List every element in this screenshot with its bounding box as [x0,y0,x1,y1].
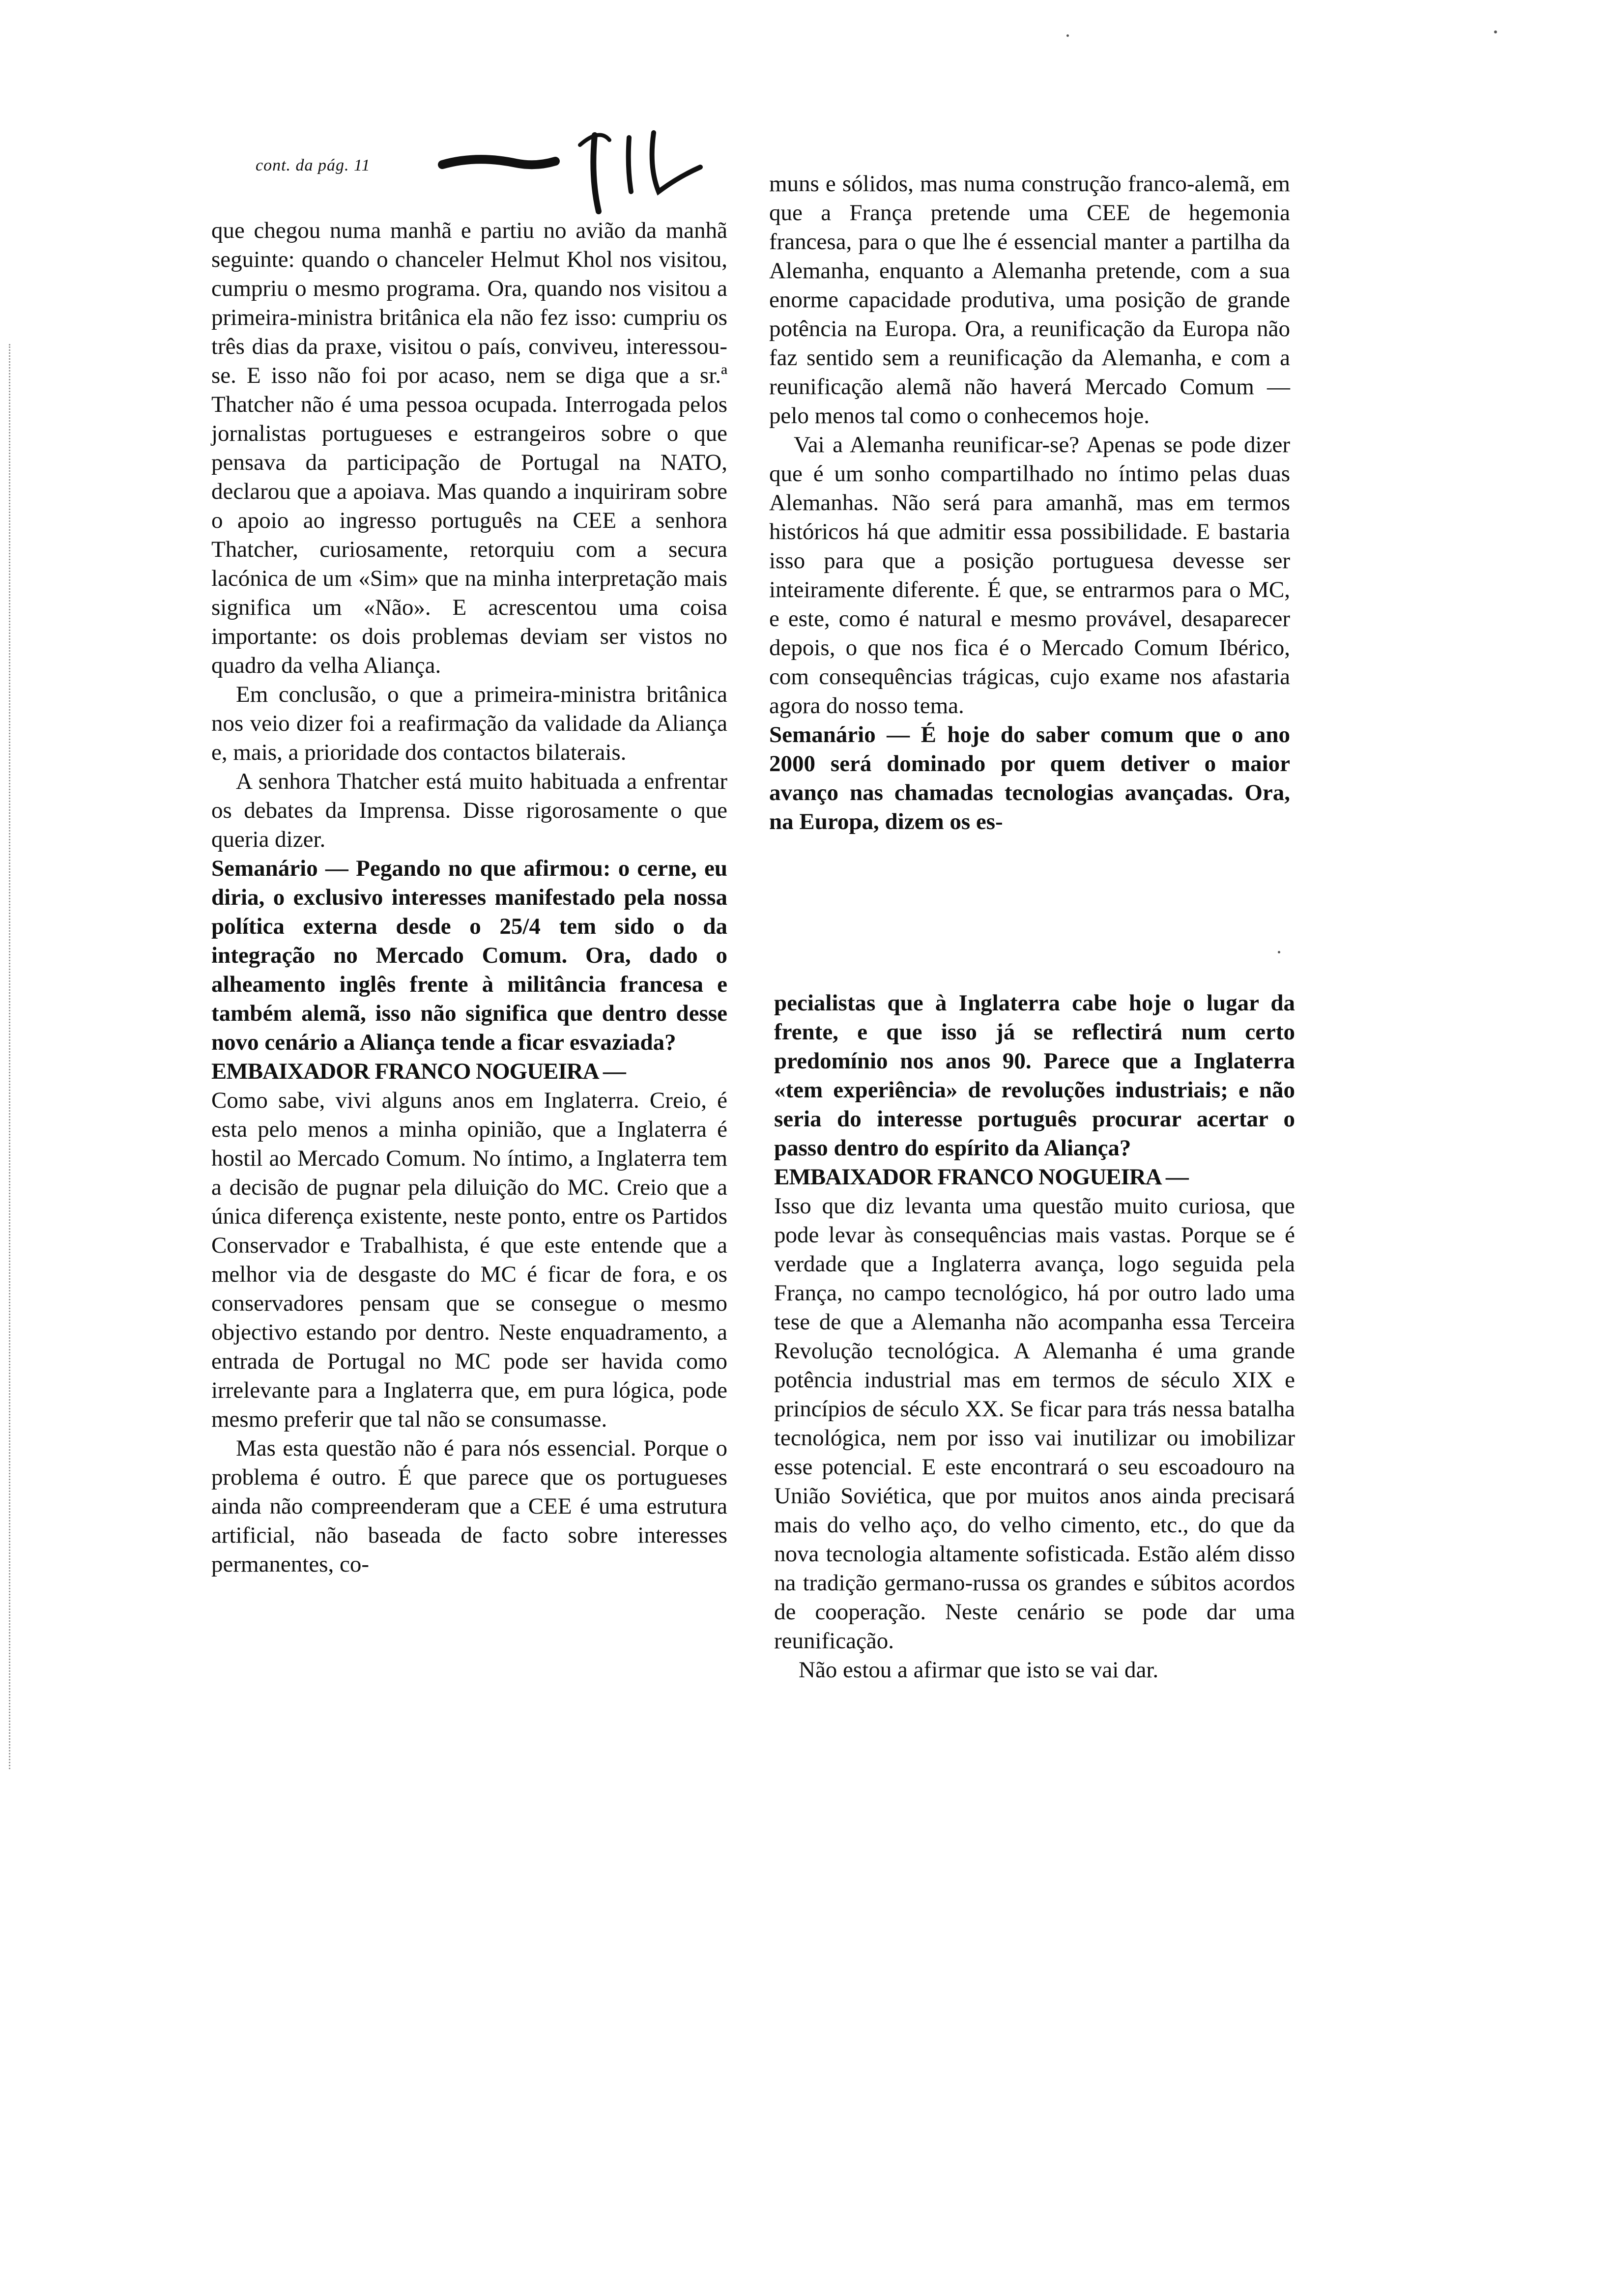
answer-paragraph: Como sabe, vivi alguns anos em Inglaterra. Creio, é esta pelo menos a minha opinião, que a Inglaterra é hostil ao Mercado Comum. No íntimo, a Inglaterra tem a decisão de pugnar pela diluição do MC. Creio que a única diferença existente, neste ponto, entre os Partidos Conservador e Trabalhista, é que este entende que a melhor via de desgaste do MC é ficar de fora, e os conservadores pensam que se consegue o mesmo objectivo estando por dentro. Neste enquadramento, a entrada de Portugal no MC pode ser havida como irrelevante para a Inglaterra que, em pura lógica, pode mesmo preferir que tal não se consumasse. [211,1088,727,1432]
left-column [211,216,727,1579]
question-continuation: pecialistas que à Inglaterra cabe hoje o lugar da frente, e que isso já se reflectirá num certo predomínio nos anos 90. Parece que a Inglaterra «tem experiência» de revoluções industriais; e não seria do interesse português procurar acertar o passo dentro do espírito da Aliança? [774,990,1295,1161]
interview-question [769,720,1290,836]
paragraph: que chegou numa manhã e partiu no avião da manhã seguinte: quando o chanceler Helmut Khol nos visitou, cumpriu o mesmo programa. Ora, quando nos visitou a primeira-ministra britânica ela não fez isso: cumpriu os três dias da praxe, visitou o país, conviveu, interessou-se. E isso não foi por acaso, nem se diga que a sr.ª Thatcher não é uma pessoa ocupada. Interrogada pelos jornalistas portugueses e estrangeiros sobre o que pensava da participação de Portugal na NATO, declarou que a apoiava. Mas quando a inquiriram sobre o apoio ao ingresso português na CEE a senhora Thatcher, curiosamente, retorquiu com a secura lacónica de um «Sim» que na minha interpretação mais significa um «Não». E acrescentou uma coisa importante: os dois problemas deviam ser vistos no quadro da velha Aliança. [211,218,727,678]
scan-speck [1494,30,1497,33]
paragraph: Em conclusão, o que a primeira-ministra britânica nos veio dizer foi a reafirmação da validade da Aliança e, mais, a prioridade dos contactos bilaterais. [211,682,727,765]
handwritten-mark [432,118,708,216]
continuation-note: cont. da pág. 11 [256,156,371,174]
answer-paragraph: Não estou a afirmar que isto se vai dar. [799,1657,1159,1683]
question-label: Semanário — [211,856,348,881]
question-label: Semanário — [769,722,910,747]
question-text: Pegando no que afirmou: o cerne, eu diria, o exclusivo interesses manifestado pela nossa política externa desde o 25/4 tem sido o da integração no Mercado Comum. Ora, dado o alheamento inglês frente à militância francesa e também alemã, isso não significa que dentro desse novo cenário a Aliança tende a ficar esvaziada? [211,856,727,1055]
question-text: É hoje do saber comum que o ano 2000 será dominado por quem detiver o maior avanço nas chamadas tecnologias avançadas. Ora, na Europa, dizem os es- [769,722,1291,834]
scan-speck [1278,951,1280,953]
right-column-lower [774,989,1295,1685]
scan-speck [1066,34,1069,37]
answer-paragraph: Mas esta questão não é para nós essencial. Porque o problema é outro. É que parece que os portugueses ainda não compreenderam que a CEE é uma estrutura artificial, não baseada de facto sobre interesses permanentes, co- [211,1435,727,1577]
speaker-label: EMBAIXADOR FRANCO NOGUEIRA — [211,1059,626,1084]
scan-edge-marks [9,344,14,1769]
speaker-label: EMBAIXADOR FRANCO NOGUEIRA — [774,1164,1188,1190]
right-column-upper [769,170,1290,836]
paragraph: muns e sólidos, mas numa construção franco-alemã, em que a França pretende uma CEE de hegemonia francesa, para o que lhe é essencial manter a partilha da Alemanha, enquanto a Alemanha pretende, com a sua enorme capacidade produtiva, uma posição de grande potência na Europa. Ora, a reunificação da Europa não faz sentido sem a reunificação da Alemanha, e com a reunificação alemã não haverá Mercado Comum — pelo menos tal como o conhecemos hoje. [769,171,1290,429]
paragraph: Vai a Alemanha reunificar-se? Apenas se pode dizer que é um sonho compartilhado no íntimo pelas duas Alemanhas. Não será para amanhã, mas em termos históricos há que admitir essa possibilidade. E bastaria isso para que a posição portuguesa devesse ser inteiramente diferente. É que, se entrarmos para o MC, e este, como é natural e mesmo provável, desaparecer depois, o que nos fica é o Mercado Comum Ibérico, com consequências trágicas, cujo exame nos afastaria agora do nosso tema. [769,432,1290,718]
interview-question [211,854,727,1057]
answer-paragraph: Isso que diz levanta uma questão muito curiosa, que pode levar às consequências mais vastas. Porque se é verdade que a Inglaterra avança, logo seguida pela França, no campo tecnológico, há por outro lado uma tese de que a Alemanha não acompanha essa Terceira Revolução tecnológica. A Alemanha é uma grande potência industrial mas em termos de século XIX e princípios de século XX. Se ficar para trás nessa batalha tecnológica, nem por isso vai inutilizar ou imobilizar esse potencial. E este encontrará o seu escoadouro na União Soviética, que por muitos anos ainda precisará mais do velho aço, do velho cimento, etc., do que da nova tecnologia altamente sofisticada. Estão além disso na tradição germano-russa os grandes e súbitos acordos de cooperação. Neste cenário se pode dar uma reunificação. [774,1193,1295,1654]
paragraph: A senhora Thatcher está muito habituada a enfrentar os debates da Imprensa. Disse rigorosamente o que queria dizer. [211,769,727,852]
